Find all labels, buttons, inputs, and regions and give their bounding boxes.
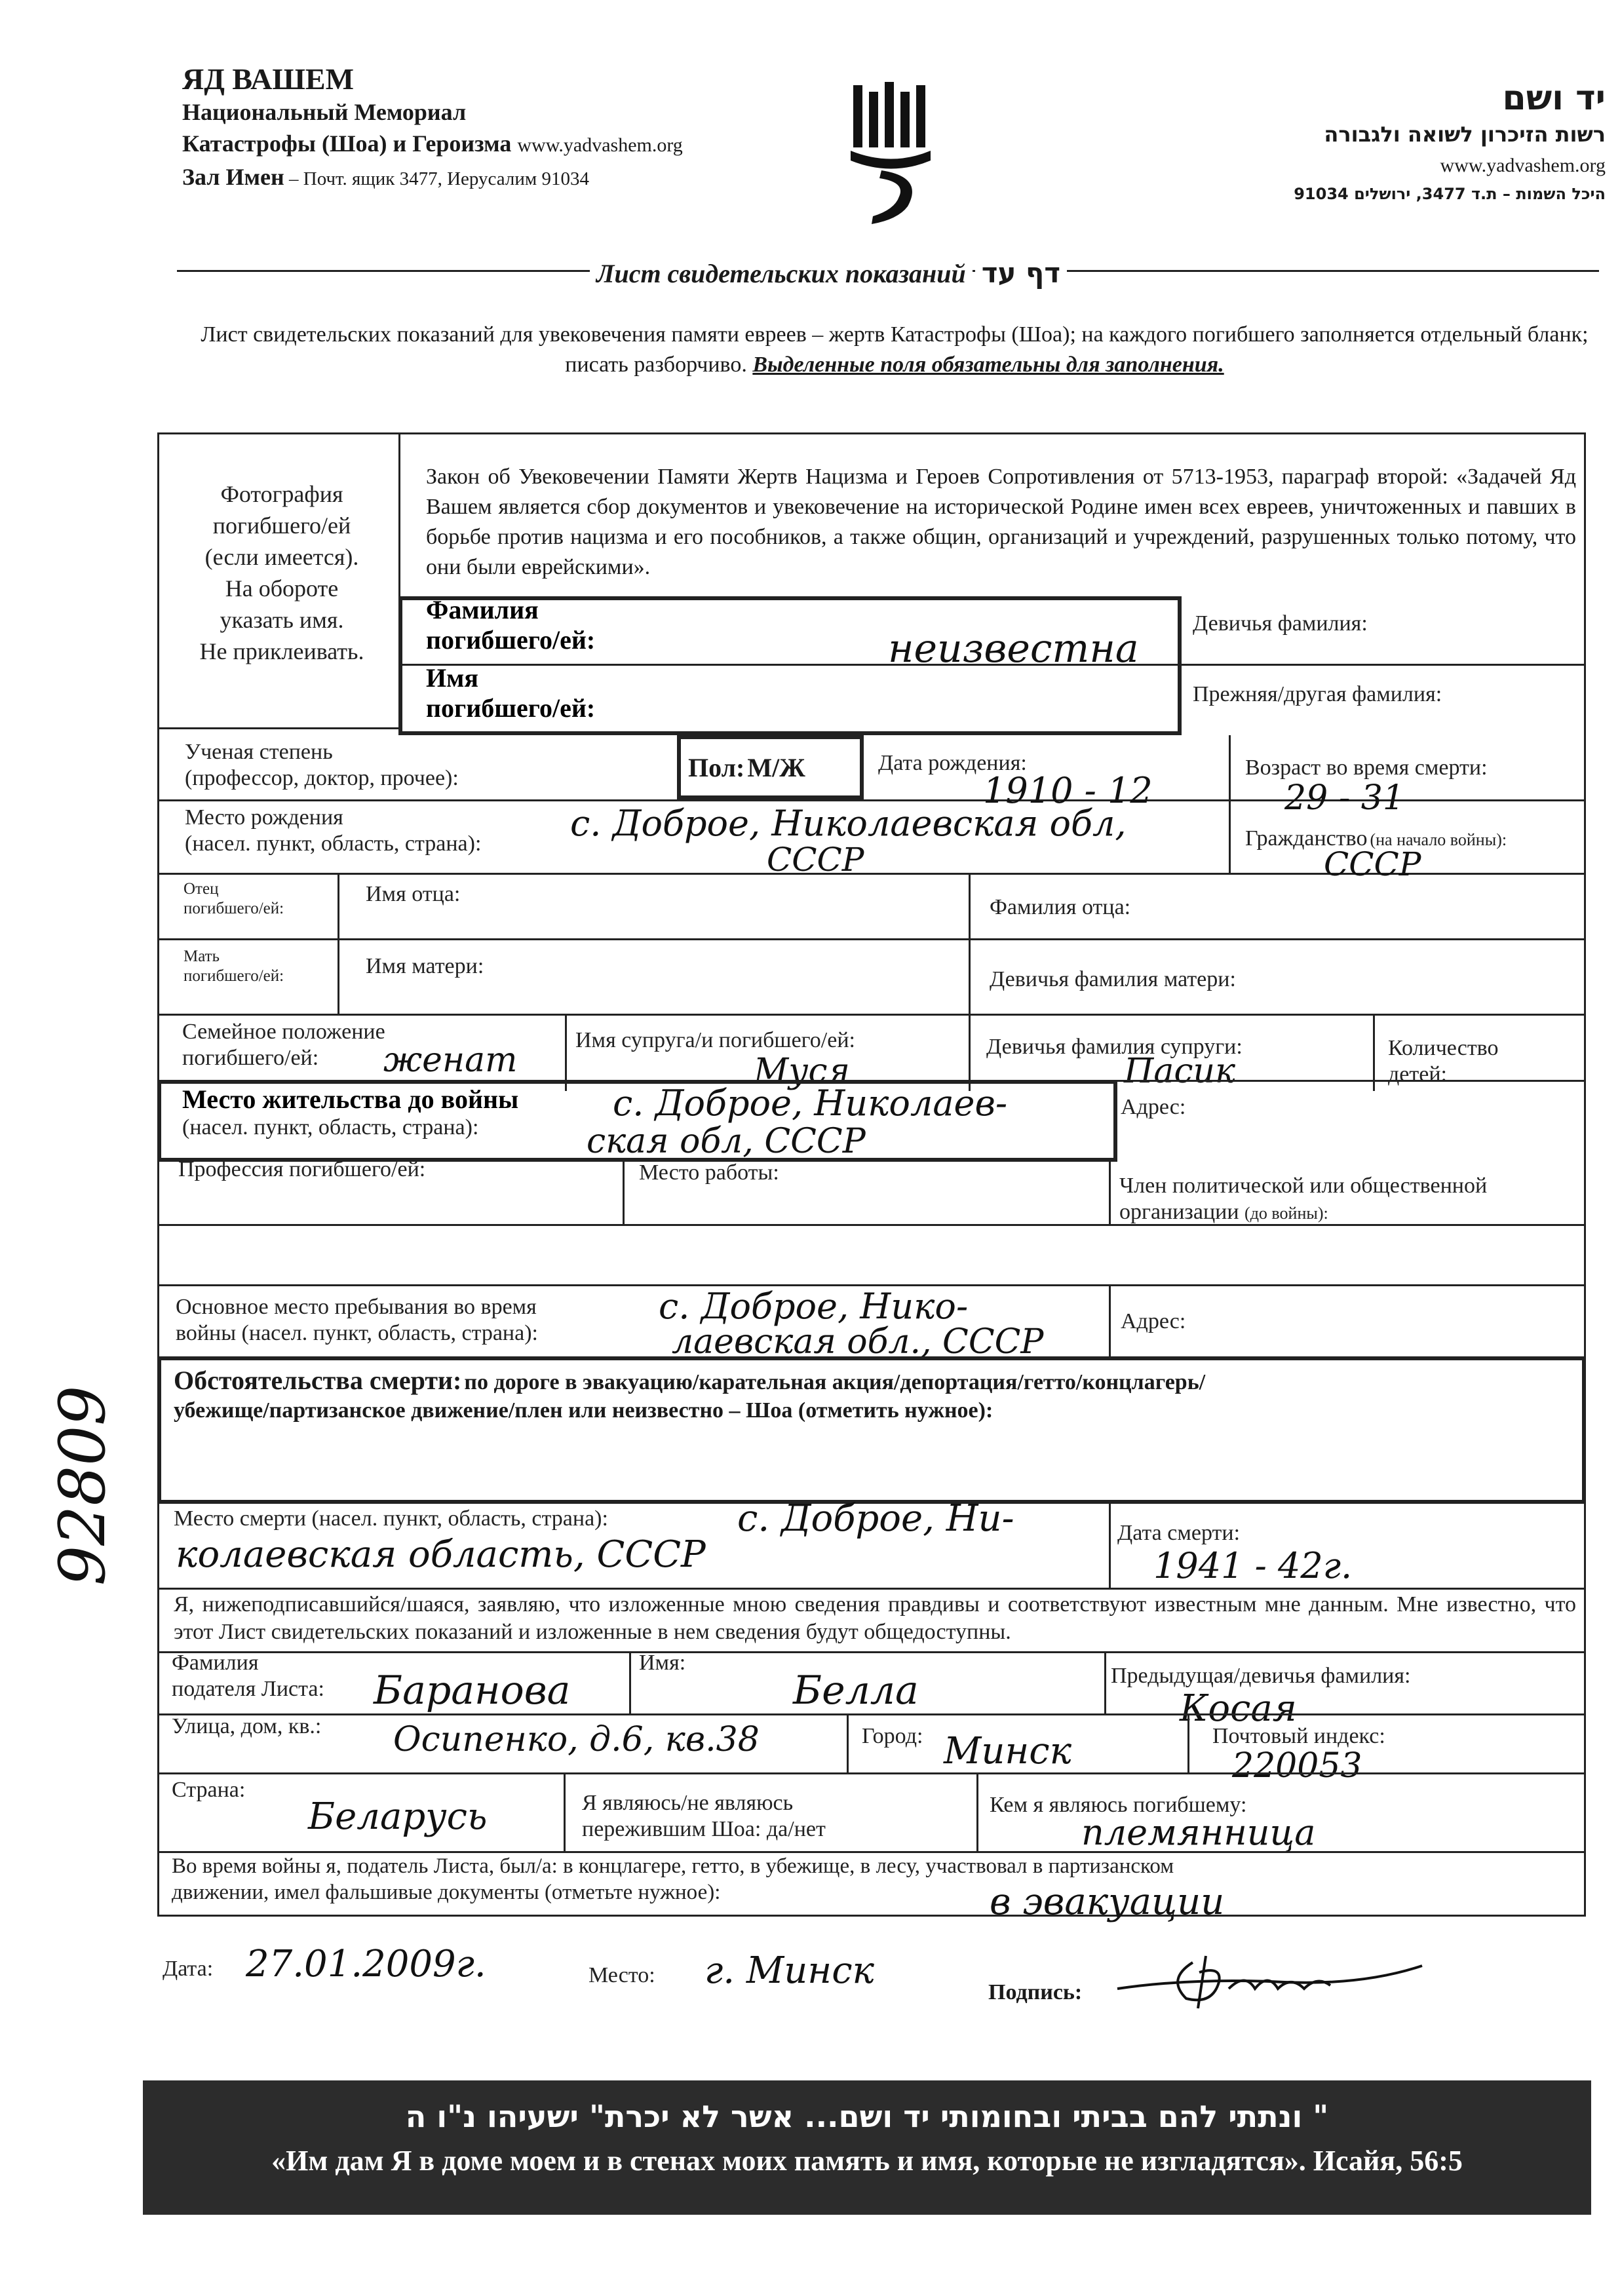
- death-date-value[interactable]: 1941 - 42г.: [1153, 1545, 1353, 1586]
- age-value[interactable]: 29 - 31: [1284, 778, 1404, 818]
- submitter-surname-label: Фамилия подателя Листа:: [172, 1651, 324, 1701]
- org-line2-ru: Катастрофы (Шоа) и Героизма: [182, 130, 512, 157]
- age-label: Возраст во время смерти:: [1245, 756, 1488, 780]
- death-options-1[interactable]: по дороге в эвакуацию/карательная акция/депортация/гетто/концлагерь/: [464, 1370, 1206, 1394]
- footer-banner: [143, 2080, 1591, 2215]
- sex-options[interactable]: М/Ж: [747, 753, 805, 782]
- victim-surname-value[interactable]: неизвестна: [888, 626, 1139, 672]
- residence-value-2[interactable]: ская обл, СССР: [587, 1122, 866, 1161]
- children-label: Количество детей:: [1388, 1036, 1499, 1086]
- citizenship-value[interactable]: СССР: [1324, 845, 1421, 883]
- submitter-name-value[interactable]: Белла: [793, 1668, 919, 1713]
- residence-address-label: Адрес:: [1121, 1095, 1186, 1119]
- zip-label: Почтовый индекс:: [1212, 1724, 1385, 1748]
- victim-name-label: Имя погибшего/ей:: [426, 663, 596, 723]
- intro-emphasis: Выделенные поля обязательны для заполнения.: [752, 353, 1224, 377]
- marital-label: Семейное положение погибшего/ей:: [182, 1020, 385, 1070]
- birthplace-label: Место рождения (насел. пункт, область, страна):: [185, 805, 482, 856]
- profession-label: Профессия погибшего/ей:: [178, 1157, 426, 1181]
- city-value[interactable]: Минск: [944, 1730, 1072, 1772]
- country-value[interactable]: Беларусь: [308, 1795, 488, 1838]
- submitter-name-label: Имя:: [639, 1651, 686, 1675]
- citizenship-label: Гражданство (на начало войны):: [1245, 826, 1507, 851]
- org-title-ru: ЯД ВАШЕМ: [182, 62, 354, 96]
- birthplace-value-2[interactable]: СССР: [767, 841, 864, 879]
- dob-value[interactable]: 1910 - 12: [983, 770, 1153, 811]
- wartime-value-2[interactable]: лаевская обл., СССР: [672, 1322, 1044, 1362]
- death-place-label: Место смерти (насел. пункт, область, страна):: [174, 1506, 608, 1531]
- birthplace-value-1[interactable]: с. Доброе, Николаевская обл,: [570, 803, 1127, 844]
- wartime-value-1[interactable]: с. Доброе, Нико-: [659, 1286, 969, 1327]
- sign-place-value[interactable]: г. Минск: [704, 1949, 874, 1992]
- org-title-he: יד ושם: [1502, 79, 1606, 118]
- org-website-he: www.yadvashem.org: [1440, 155, 1606, 176]
- member-label: Член политической или общественной организации (до войны):: [1119, 1174, 1488, 1224]
- header-right: [1108, 79, 1606, 207]
- spouse-maiden-label: Девичья фамилия супруги:: [986, 1035, 1243, 1059]
- mother-maiden-label: Девичья фамилия матери:: [990, 967, 1236, 991]
- father-cell-label: Отец погибшего/ей:: [183, 880, 284, 917]
- spouse-maiden-value[interactable]: Пасик: [1124, 1052, 1236, 1091]
- victim-maiden-label: Девичья фамилия:: [1193, 611, 1368, 636]
- mother-cell-label: Мать погибшего/ей:: [183, 947, 284, 985]
- law-text: Закон об Увековечении Памяти Жертв Нацизма и Героев Сопротивления от 5713-1953, параграф второй: «Задачей Яд Вашем является сбор документов и увековечение на исторической Родине имен всех евреев, уничтоженных и павших в борьбе против нацизма и его пособников, а также общин, организаций и учреждений, разрушенных только потому, что они были еврейскими».: [426, 465, 1576, 579]
- wartime-label: Основное место пребывания во время войны (насел. пункт, область, страна):: [176, 1295, 538, 1345]
- victim-prev-label: Прежняя/другая фамилия:: [1193, 682, 1442, 706]
- street-value[interactable]: Осипенко, д.6, кв.38: [393, 1720, 760, 1759]
- mother-name-label: Имя матери:: [366, 954, 484, 978]
- submitter-prev-label: Предыдущая/девичья фамилия:: [1111, 1664, 1411, 1688]
- form-title: [590, 257, 1245, 289]
- death-place-value-2[interactable]: колаевская область, СССР: [176, 1533, 706, 1576]
- submitter-surname-value[interactable]: Баранова: [374, 1668, 571, 1713]
- intro-text: Лист свидетельских показаний для увековечения памяти евреев – жертв Катастрофы (Шоа); на каждого погибшего заполняется отдельный бланк; писать разборчиво. Выделенные поля обязательны для заполнения.: [201, 322, 1589, 377]
- sex-field[interactable]: [688, 752, 805, 783]
- form-title-he: דף עד: [975, 257, 1067, 289]
- footer-quote-he: " ונתתי להם בביתי ובחומותי יד ושם... אשר לא יכרת" ישעיהו נ"ו ה: [405, 2099, 1329, 2134]
- sign-place-label: Место:: [588, 1963, 655, 1987]
- residence-label: Место жительства до войны (насел. пункт, область, страна):: [182, 1084, 519, 1139]
- org-line1-he: רשות הזיכרון לשואה ולגבורה: [1324, 122, 1606, 147]
- header-left: [182, 62, 772, 195]
- logo-icon: [845, 79, 937, 229]
- victim-surname-label: Фамилия погибшего/ей:: [426, 595, 596, 655]
- submitter-prev-value[interactable]: Косая: [1180, 1687, 1297, 1730]
- death-circumstances[interactable]: [174, 1365, 1570, 1426]
- org-address-ru: – Почт. ящик 3477, Иерусалим 91034: [284, 168, 589, 189]
- submitter-war-value[interactable]: в эвакуации: [990, 1881, 1225, 1923]
- submitter-war-label: Во время войны я, податель Листа, был/а: в концлагере, гетто, в убежище, в лесу, участвовал в партизанском движении, имел фальшивые документы (отметьте нужное):: [172, 1854, 1174, 1904]
- sign-label: Подпись:: [988, 1980, 1083, 2004]
- spouse-name-value[interactable]: Муся: [754, 1052, 850, 1091]
- dob-label: Дата рождения:: [878, 751, 1027, 775]
- spouse-name-label: Имя супруга/и погибшего/ей:: [575, 1028, 855, 1052]
- death-date-label: Дата смерти:: [1117, 1521, 1241, 1545]
- org-line1-ru: Национальный Мемориал: [182, 99, 467, 125]
- photo-placeholder: Фотография погибшего/ей (если имеется). На обороте указать имя. Не приклеивать.: [199, 481, 364, 664]
- country-label: Страна:: [172, 1778, 246, 1802]
- father-name-label: Имя отца:: [366, 882, 461, 906]
- death-label: Обстоятельства смерти:: [174, 1366, 462, 1395]
- footer-quote-ru: «Им дам Я в доме моем и в стенах моих память и имя, которые не изгладятся». Исайя, 56:5: [271, 2145, 1463, 2177]
- sign-date-value[interactable]: 27.01.2009г.: [246, 1943, 486, 1985]
- degree-label: Ученая степень (профессор, доктор, прочее):: [185, 740, 459, 790]
- workplace-label: Место работы:: [639, 1160, 779, 1185]
- sex-label: Пол:: [688, 753, 745, 782]
- form-title-ru: Лист свидетельских показаний: [590, 259, 973, 288]
- survivor-label: Я являюсь/не являюсь пережившим Шоа: да/нет: [582, 1791, 826, 1841]
- death-place-value-1[interactable]: с. Доброе, Ни-: [737, 1497, 1014, 1540]
- org-address-he: היכל השמות – ת.ד 3477, ירושלים 91034: [1294, 185, 1606, 203]
- org-hall-ru: Зал Имен: [182, 164, 284, 190]
- marital-value[interactable]: женат: [383, 1041, 518, 1080]
- wartime-address-label: Адрес:: [1121, 1309, 1186, 1333]
- residence-value-1[interactable]: с. Доброе, Николаев-: [613, 1082, 1008, 1124]
- declaration-text: Я, нижеподписавшийся/шаяся, заявляю, что изложенные мною сведения правдивы и соответствуют известным мне данным. Мне известно, что этот Лист свидетельских показаний и изложенные в нем сведения будут общедоступны.: [174, 1592, 1576, 1644]
- relation-value[interactable]: племянница: [1081, 1812, 1316, 1853]
- relation-label: Кем я являюсь погибшему:: [990, 1793, 1247, 1817]
- zip-value[interactable]: 220053: [1232, 1746, 1362, 1786]
- signature-mark[interactable]: [1114, 1953, 1429, 2012]
- street-label: Улица, дом, кв.:: [172, 1714, 322, 1738]
- survivor-options[interactable]: да/нет: [766, 1817, 826, 1841]
- org-website-ru: www.yadvashem.org: [517, 134, 683, 156]
- city-label: Город:: [862, 1724, 923, 1748]
- death-options-2[interactable]: убежище/партизанское движение/плен или неизвестно – Шоа (отметить нужное):: [174, 1398, 993, 1423]
- father-surname-label: Фамилия отца:: [990, 895, 1131, 919]
- sign-date-label: Дата:: [163, 1957, 214, 1981]
